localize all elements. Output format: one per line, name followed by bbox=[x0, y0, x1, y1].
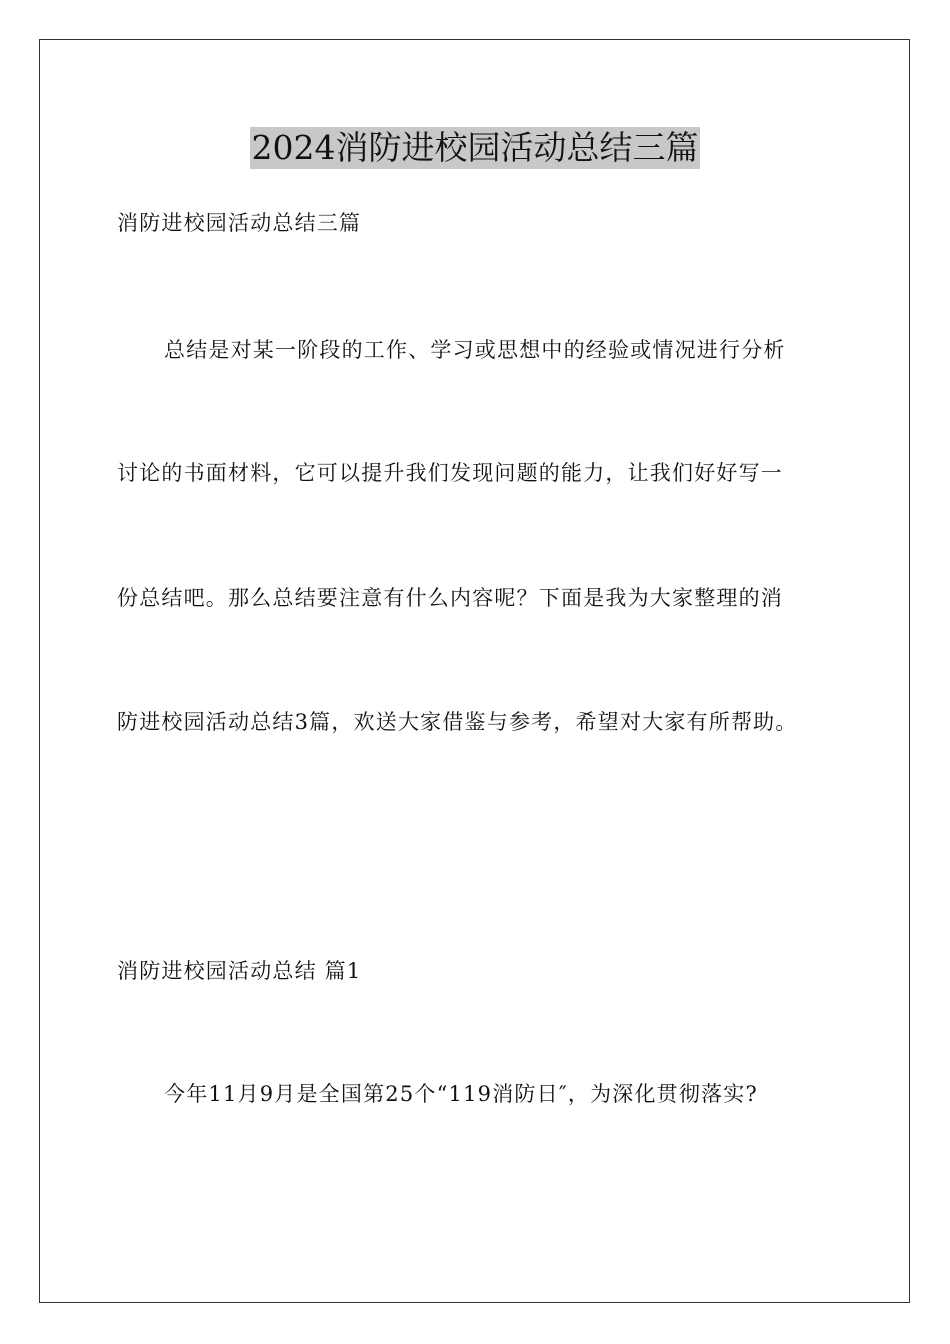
document-title: 2024消防进校园活动总结三篇 bbox=[251, 128, 699, 167]
section-heading: 消防进校园活动总结 篇1 bbox=[117, 959, 362, 983]
intro-line-3: 份总结吧。那么总结要注意有什么内容呢？下面是我为大家整理的消 bbox=[117, 586, 783, 610]
intro-line-1: 总结是对某一阶段的工作、学习或思想中的经验或情况进行分析 bbox=[164, 338, 786, 362]
document-subtitle: 消防进校园活动总结三篇 bbox=[117, 211, 362, 235]
intro-line-2: 讨论的书面材料，它可以提升我们发现问题的能力，让我们好好写一 bbox=[117, 461, 783, 485]
intro-line-4: 防进校园活动总结3篇，欢送大家借鉴与参考，希望对大家有所帮助。 bbox=[117, 710, 798, 734]
section-first-line: 今年11月9月是全国第25个“119消防日″，为深化贯彻落实? bbox=[164, 1082, 758, 1106]
title-container bbox=[0, 127, 950, 169]
